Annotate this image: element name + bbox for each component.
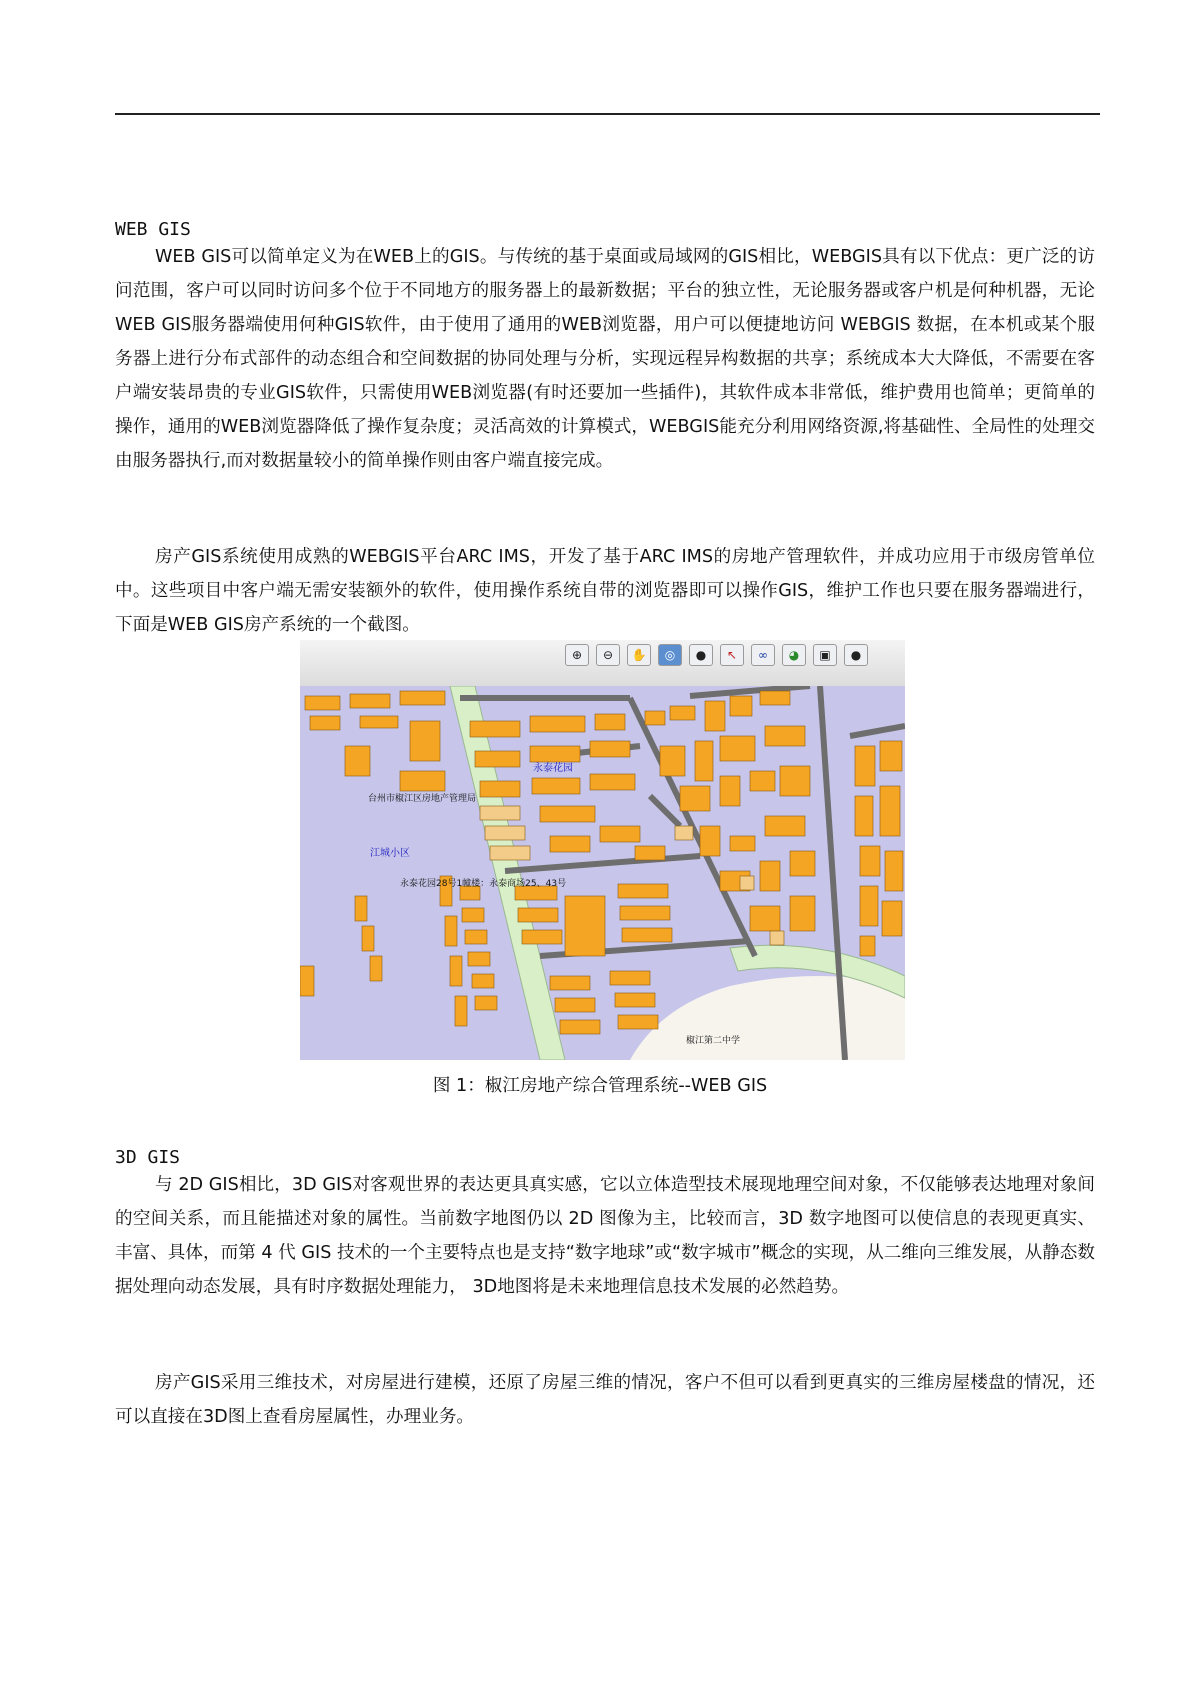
map-label-1: 永泰花园 <box>533 763 573 774</box>
select-icon[interactable]: ↖ <box>720 644 744 666</box>
paragraph-3dgis-1: 与 2D GIS相比，3D GIS对客观世界的表达更具真实感，它以立体造型技术展现地理空间对象，不仅能够表达地理对象间的空间关系，而且能描述对象的属性。当前数字地图仍以 2D 图像为主，比较而言，3D 数字地图可以使信息的表现更真实、丰富、具体，而第 4 代 GIS 技术的一个主要特点也是支持“数字地球”或“数字城市”概念的实现，从二维向三维发展，从静态数据处理向动态发展，具有时序数据处理能力， 3D地图将是未来地理信息技术发展的必然趋势。 <box>115 1175 1095 1297</box>
zoom-out-icon[interactable]: ⊖ <box>596 644 620 666</box>
globe-icon[interactable]: ◎ <box>658 644 682 666</box>
paragraph-webgis-1: WEB GIS可以简单定义为在WEB上的GIS。与传统的基于桌面或局域网的GIS相比，WEBGIS具有以下优点：更广泛的访问范围，客户可以同时访问多个位于不同地方的服务器上的最新数据；平台的独立性，无论服务器或客户机是何种机器，无论WEB GIS服务器端使用何种GIS软件，由于使用了通用的WEB浏览器，用户可以便捷地访问 WEBGIS 数据，在本机或某个服务器上进行分布式部件的动态组合和空间数据的协同处理与分析，实现远程异构数据的共享；系统成本大大降低，不需要在客户端安装昂贵的专业GIS软件，只需使用WEB浏览器(有时还要加一些插件)，其软件成本非常低，维护费用也简单；更简单的操作，通用的WEB浏览器降低了操作复杂度；灵活高效的计算模式，WEBGIS能充分利用网络资源,将基础性、全局性的处理交由服务器执行,而对数据量较小的简单操作则由客户端直接完成。 <box>115 247 1095 471</box>
print-icon[interactable]: ▣ <box>813 644 837 666</box>
map-label-4: 永泰花园28号1幢楼：永泰商场25、43号 <box>400 879 567 889</box>
map-canvas[interactable] <box>300 686 905 1060</box>
paragraph-webgis-2: 房产GIS系统使用成熟的WEBGIS平台ARC IMS，开发了基于ARC IMS的房地产管理软件，并成功应用于市级房管单位中。这些项目中客户端无需安装额外的软件，使用操作系统自带的浏览器即可以操作GIS，维护工作也只要在服务器端进行，下面是WEB GIS房产系统的一个截图。 <box>115 547 1095 635</box>
binoculars-icon[interactable]: ∞ <box>751 644 775 666</box>
chart-icon[interactable]: ◕ <box>782 644 806 666</box>
help-icon[interactable]: ● <box>844 644 868 666</box>
map-label-2: 台州市椒江区房地产管理局 <box>368 794 477 804</box>
section-heading-webgis: WEB GIS <box>115 219 191 240</box>
webgis-screenshot-figure <box>300 640 905 1060</box>
section-heading-3dgis: 3D GIS <box>115 1147 181 1168</box>
header-rule <box>115 113 1100 115</box>
figure-caption: 图 1：椒江房地产综合管理系统--WEB GIS <box>432 1076 768 1096</box>
map-toolbar <box>300 640 905 687</box>
map-label-5: 椒江第二中学 <box>686 1036 741 1046</box>
pan-hand-icon[interactable]: ✋ <box>627 644 651 666</box>
info-icon[interactable]: ● <box>689 644 713 666</box>
paragraph-3dgis-2: 房产GIS采用三维技术，对房屋进行建模，还原了房屋三维的情况，客户不但可以看到更真实的三维房屋楼盘的情况，还可以直接在3D图上查看房屋属性，办理业务。 <box>115 1373 1095 1427</box>
map-label-3: 江城小区 <box>370 848 410 859</box>
zoom-in-icon[interactable]: ⊕ <box>565 644 589 666</box>
